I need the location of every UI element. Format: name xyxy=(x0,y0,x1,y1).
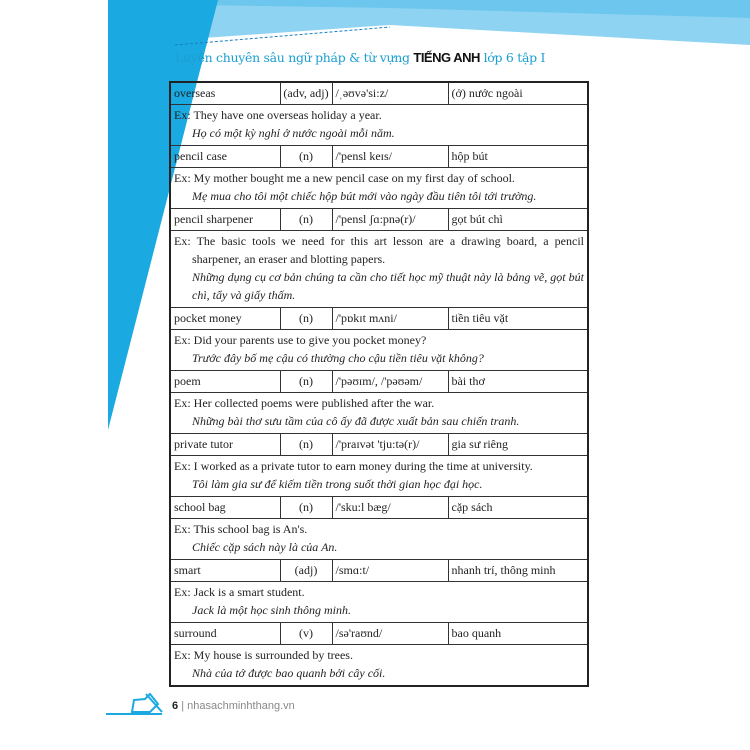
example-vietnamese: Trước đây bố mẹ cậu có thường cho cậu tiền tiêu vặt không? xyxy=(192,351,484,365)
word-row xyxy=(170,209,588,231)
footer-separator: | xyxy=(181,700,188,712)
ipa-cell: /'sku:l bæg/ xyxy=(332,497,448,519)
example-cell xyxy=(170,456,588,497)
example-vietnamese: Nhà của tớ được bao quanh bởi cây cối. xyxy=(192,666,386,680)
example-row xyxy=(170,519,588,560)
meaning-cell: tiền tiêu vặt xyxy=(448,308,588,330)
pos-cell: (n) xyxy=(280,209,332,231)
example-english: Ex: This school bag is An's. xyxy=(174,522,308,536)
example-cell xyxy=(170,330,588,371)
example-cell xyxy=(170,645,588,687)
example-row xyxy=(170,330,588,371)
example-row xyxy=(170,582,588,623)
example-cell xyxy=(170,393,588,434)
example-row xyxy=(170,393,588,434)
pos-cell: (adv, adj) xyxy=(280,82,332,105)
word-row xyxy=(170,308,588,330)
ipa-cell: /'praɪvət 'tju:tə(r)/ xyxy=(332,434,448,456)
example-vietnamese: Chiếc cặp sách này là của An. xyxy=(192,540,338,554)
example-vietnamese: Jack là một học sinh thông minh. xyxy=(192,603,351,617)
word-cell: poem xyxy=(170,371,280,393)
word-cell: pencil sharpener xyxy=(170,209,280,231)
example-vietnamese: Mẹ mua cho tôi một chiếc hộp bút mới vào ngày đầu tiên tôi tới trường. xyxy=(192,189,537,203)
pos-cell: (n) xyxy=(280,434,332,456)
word-row xyxy=(170,560,588,582)
word-row xyxy=(170,434,588,456)
word-row xyxy=(170,371,588,393)
vocabulary-table xyxy=(169,81,589,687)
word-cell: pencil case xyxy=(170,146,280,168)
word-row xyxy=(170,623,588,645)
ipa-cell: /smɑ:t/ xyxy=(332,560,448,582)
pos-cell: (n) xyxy=(280,146,332,168)
example-vietnamese: Tôi làm gia sư để kiếm tiền trong suốt thời gian học đại học. xyxy=(192,477,483,491)
example-row xyxy=(170,456,588,497)
example-english: Ex: My house is surrounded by trees. xyxy=(174,648,353,662)
word-cell: surround xyxy=(170,623,280,645)
example-cell xyxy=(170,519,588,560)
meaning-cell: nhanh trí, thông minh xyxy=(448,560,588,582)
example-vietnamese: Những dụng cụ cơ bản chúng ta cần cho tiết học mỹ thuật này là bảng vẽ, gọt bút chì, tẩy và giấy thấm. xyxy=(192,270,584,302)
example-cell xyxy=(170,231,588,308)
footer-site: nhasachminhthang.vn xyxy=(187,700,295,712)
word-cell: overseas xyxy=(170,82,280,105)
pos-cell: (v) xyxy=(280,623,332,645)
example-cell xyxy=(170,168,588,209)
writing-hand-icon xyxy=(106,694,162,714)
pos-cell: (n) xyxy=(280,308,332,330)
example-cell xyxy=(170,105,588,146)
example-row xyxy=(170,645,588,687)
example-vietnamese: Họ có một kỳ nghỉ ở nước ngoài mỗi năm. xyxy=(192,126,395,140)
ipa-cell: /ˌəʊvə'si:z/ xyxy=(332,82,448,105)
ipa-cell: /sə'raʊnd/ xyxy=(332,623,448,645)
example-row xyxy=(170,105,588,146)
pos-cell: (n) xyxy=(280,371,332,393)
example-english: Ex: Her collected poems were published after the war. xyxy=(174,396,435,410)
footer xyxy=(172,700,295,712)
example-english: Ex: The basic tools we need for this art lesson are a drawing board, a pencil sharpener, an eraser and blotting papers. xyxy=(174,234,584,266)
example-english: Ex: My mother bought me a new pencil case on my first day of school. xyxy=(174,171,515,185)
meaning-cell: bao quanh xyxy=(448,623,588,645)
header-suffix: lớp 6 tập I xyxy=(483,50,546,65)
ipa-cell: /'pəʊɪm/, /'pəʊəm/ xyxy=(332,371,448,393)
word-cell: school bag xyxy=(170,497,280,519)
example-vietnamese: Những bài thơ sưu tầm của cô ấy đã được xuất bản sau chiến tranh. xyxy=(192,414,520,428)
meaning-cell: bài thơ xyxy=(448,371,588,393)
example-english: Ex: Did your parents use to give you pocket money? xyxy=(174,333,427,347)
pos-cell: (n) xyxy=(280,497,332,519)
word-row xyxy=(170,82,588,105)
meaning-cell: (ở) nước ngoài xyxy=(448,82,588,105)
word-row xyxy=(170,497,588,519)
pos-cell: (adj) xyxy=(280,560,332,582)
header-prefix: Luyện chuyên sâu ngữ pháp & từ vựng xyxy=(175,50,410,65)
header-brand: TIẾNG ANH xyxy=(413,50,480,65)
word-cell: pocket money xyxy=(170,308,280,330)
meaning-cell: gia sư riêng xyxy=(448,434,588,456)
running-header xyxy=(175,50,545,65)
word-cell: smart xyxy=(170,560,280,582)
ipa-cell: /'pensl ʃɑ:pnə(r)/ xyxy=(332,209,448,231)
example-english: Ex: They have one overseas holiday a year. xyxy=(174,108,382,122)
meaning-cell: cặp sách xyxy=(448,497,588,519)
example-cell xyxy=(170,582,588,623)
ipa-cell: /'pensl keɪs/ xyxy=(332,146,448,168)
word-row xyxy=(170,146,588,168)
ipa-cell: /'pɒkɪt mʌni/ xyxy=(332,308,448,330)
example-english: Ex: Jack is a smart student. xyxy=(174,585,305,599)
meaning-cell: hộp bút xyxy=(448,146,588,168)
word-cell: private tutor xyxy=(170,434,280,456)
page-number: 6 xyxy=(172,700,179,712)
example-english: Ex: I worked as a private tutor to earn money during the time at university. xyxy=(174,459,533,473)
example-row xyxy=(170,231,588,308)
example-row xyxy=(170,168,588,209)
meaning-cell: gọt bút chì xyxy=(448,209,588,231)
